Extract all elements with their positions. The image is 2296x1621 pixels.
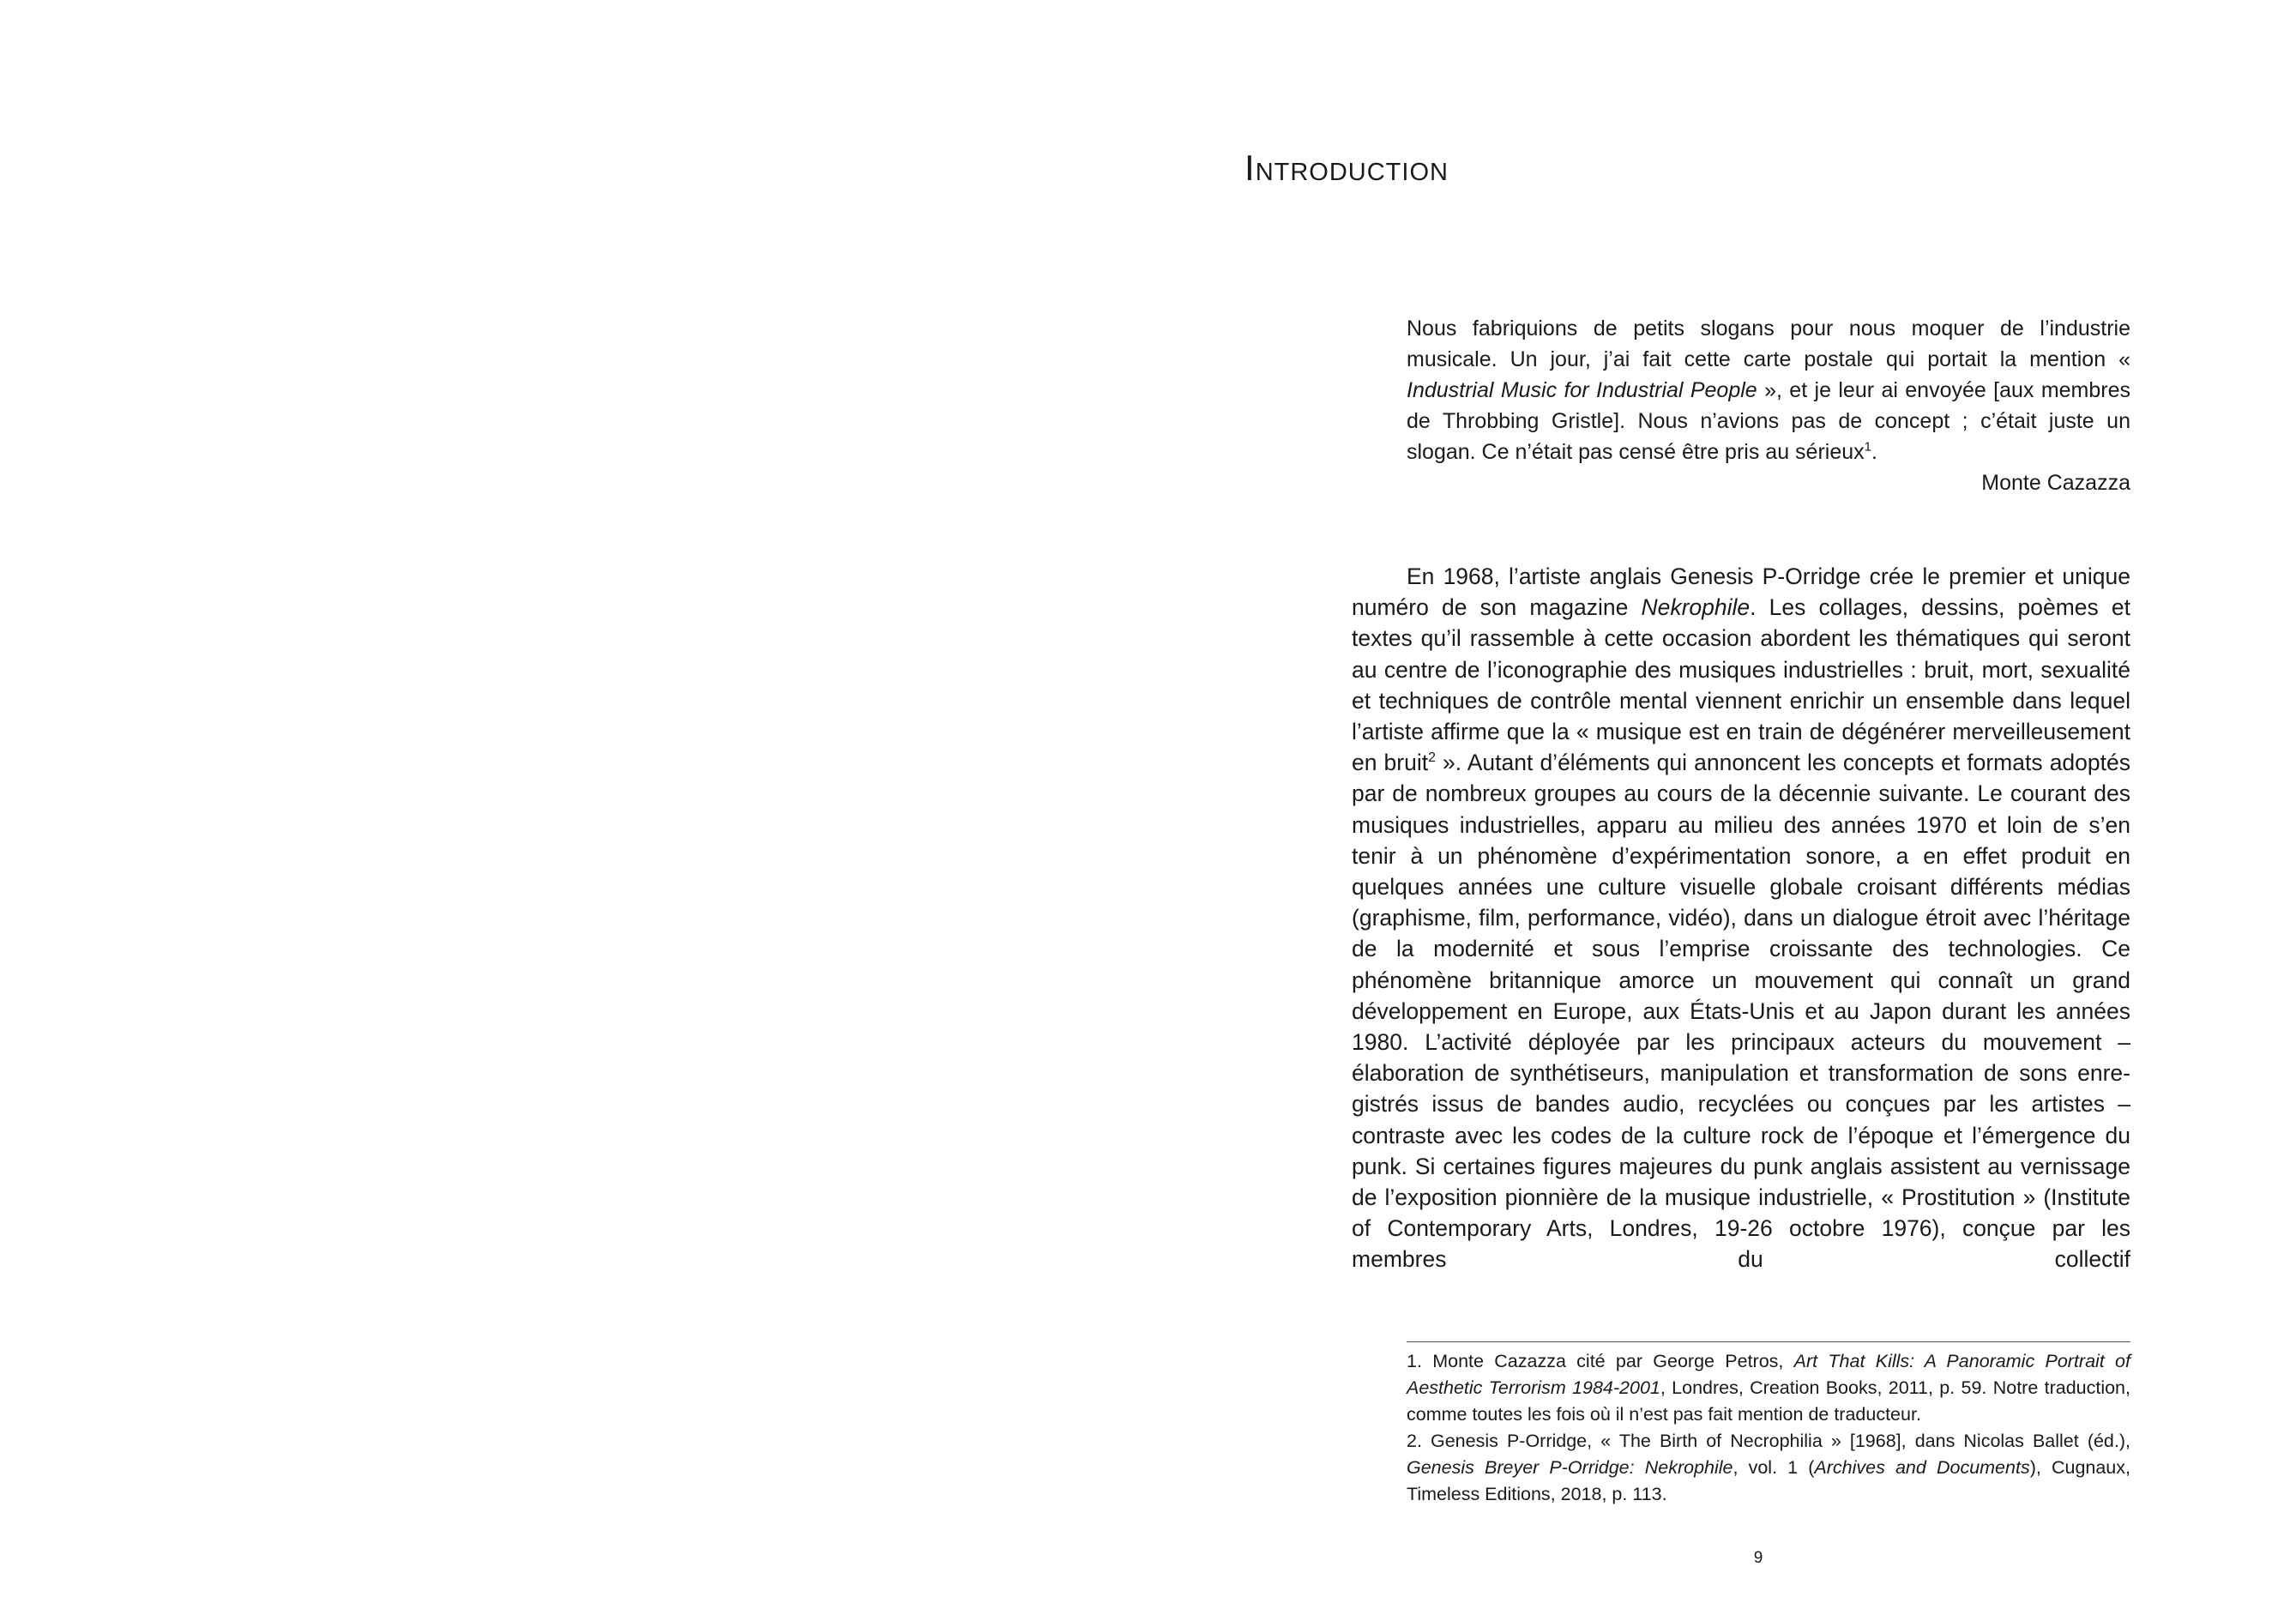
- footnote-2-text-3: ), Cugnaux, Timeless Editions, 2018, p. 113.: [1407, 1457, 2130, 1504]
- footnote-ref-1[interactable]: 1: [1864, 439, 1871, 455]
- body-part-2: . Les collages, dessins, poèmes et textes qu’il rassemble à cette occasion abordent les thématiques qui seront au centre de l’iconographie des musiques industrielles : bruit, mort, sexualité et techniques de contrôle mental viennent enrichir un ensemble dans lequel l’artiste affirme que la « musique est en train de dégénérer merveilleusement en bruit: [1352, 594, 2130, 776]
- footnote-1-italic: Art That Kills: A Panoramic Portrait of Aesthetic Terrorism 1984-2001: [1407, 1351, 2130, 1398]
- footnotes: [1407, 1348, 2130, 1508]
- epigraph-text-1: Nous fabriquions de petits slogans pour nous moquer de l’industrie musicale. Un jour, j’ai fait cette carte postale qui portait la mention «: [1407, 316, 2130, 371]
- footnote-2: [1407, 1428, 2130, 1508]
- footnote-1-text-2: , Londres, Creation Books, 2011, p. 59. Notre traduction, comme toutes les fois où il n’est pas fait mention de traducteur.: [1407, 1377, 2130, 1425]
- body-part-1: En 1968, l’artiste anglais Genesis P-Orridge crée le premier et unique numéro de son magazine: [1352, 563, 2130, 621]
- chapter-title: Introduction: [1244, 148, 1449, 188]
- epigraph-text-3: .: [1871, 440, 1877, 464]
- body-text: [1352, 561, 2130, 1275]
- epigraph-text-2: », et je leur ai envoyée [aux membres de Throbbing Gristle]. Nous n’avions pas de concept ; c’était juste un slogan. Ce n’était pas censé être pris au sérieux: [1407, 378, 2130, 464]
- footnote-2-text-2: , vol. 1 (: [1733, 1457, 1815, 1478]
- page-number: 9: [1753, 1549, 1763, 1567]
- epigraph-quote: [1407, 313, 2130, 467]
- footnote-1: [1407, 1348, 2130, 1428]
- footnote-2-text-1: 2. Genesis P-Orridge, « The Birth of Necrophilia » [1968], dans Nicolas Ballet (éd.),: [1407, 1431, 2130, 1451]
- body-paragraph: [1352, 561, 2130, 1275]
- epigraph-italic-title: Industrial Music for Industrial People: [1407, 378, 1757, 402]
- footnote-2-italic-1: Genesis Breyer P-Orridge: Nekrophile: [1407, 1457, 1733, 1478]
- footnote-1-text-1: 1. Monte Cazazza cité par George Petros,: [1407, 1351, 1794, 1371]
- body-part-3: ». Autant d’éléments qui annoncent les concepts et formats adoptés par de nombreux groupes au cours de la décennie suivante. Le courant des musiques industrielles, apparu au milieu des années 1970 et loin de s’en tenir à un phénomène d’expérimentation sonore, a en effet produit en quelques années une culture visuelle globale croisant différents médias (graphisme, film, performance, vidéo), dans un dialogue étroit avec l’héritage de la modernité et sous l’emprise croissante des technologies. Ce phénomène britannique amorce un mouvement qui connaît un grand développement en Europe, aux États-Unis et au Japon durant les années 1980. L’activité déployée par les principaux acteurs du mouvement – élaboration de synthétiseurs, manipulation et transformation de sons enregistrés issus de bandes audio, recyclées ou conçues par les artistes – contraste avec les codes de la culture rock de l’époque et l’émergence du punk. Si certaines figures majeures du punk anglais assistent au vernissage de l’exposition pionnière de la musique industrielle, « Prostitution » (Institute of Contemporary Arts, Londres, 19-26 octobre 1976), conçue par les membres du collectif: [1352, 750, 2130, 1273]
- epigraph-author: Monte Cazazza: [1981, 471, 2130, 495]
- footnote-ref-2[interactable]: 2: [1428, 750, 1436, 766]
- epigraph: [1407, 313, 2130, 498]
- footnote-divider: [1407, 1341, 2130, 1342]
- body-italic-magazine: Nekrophile: [1641, 594, 1751, 621]
- footnote-2-italic-2: Archives and Documents: [1814, 1457, 2030, 1478]
